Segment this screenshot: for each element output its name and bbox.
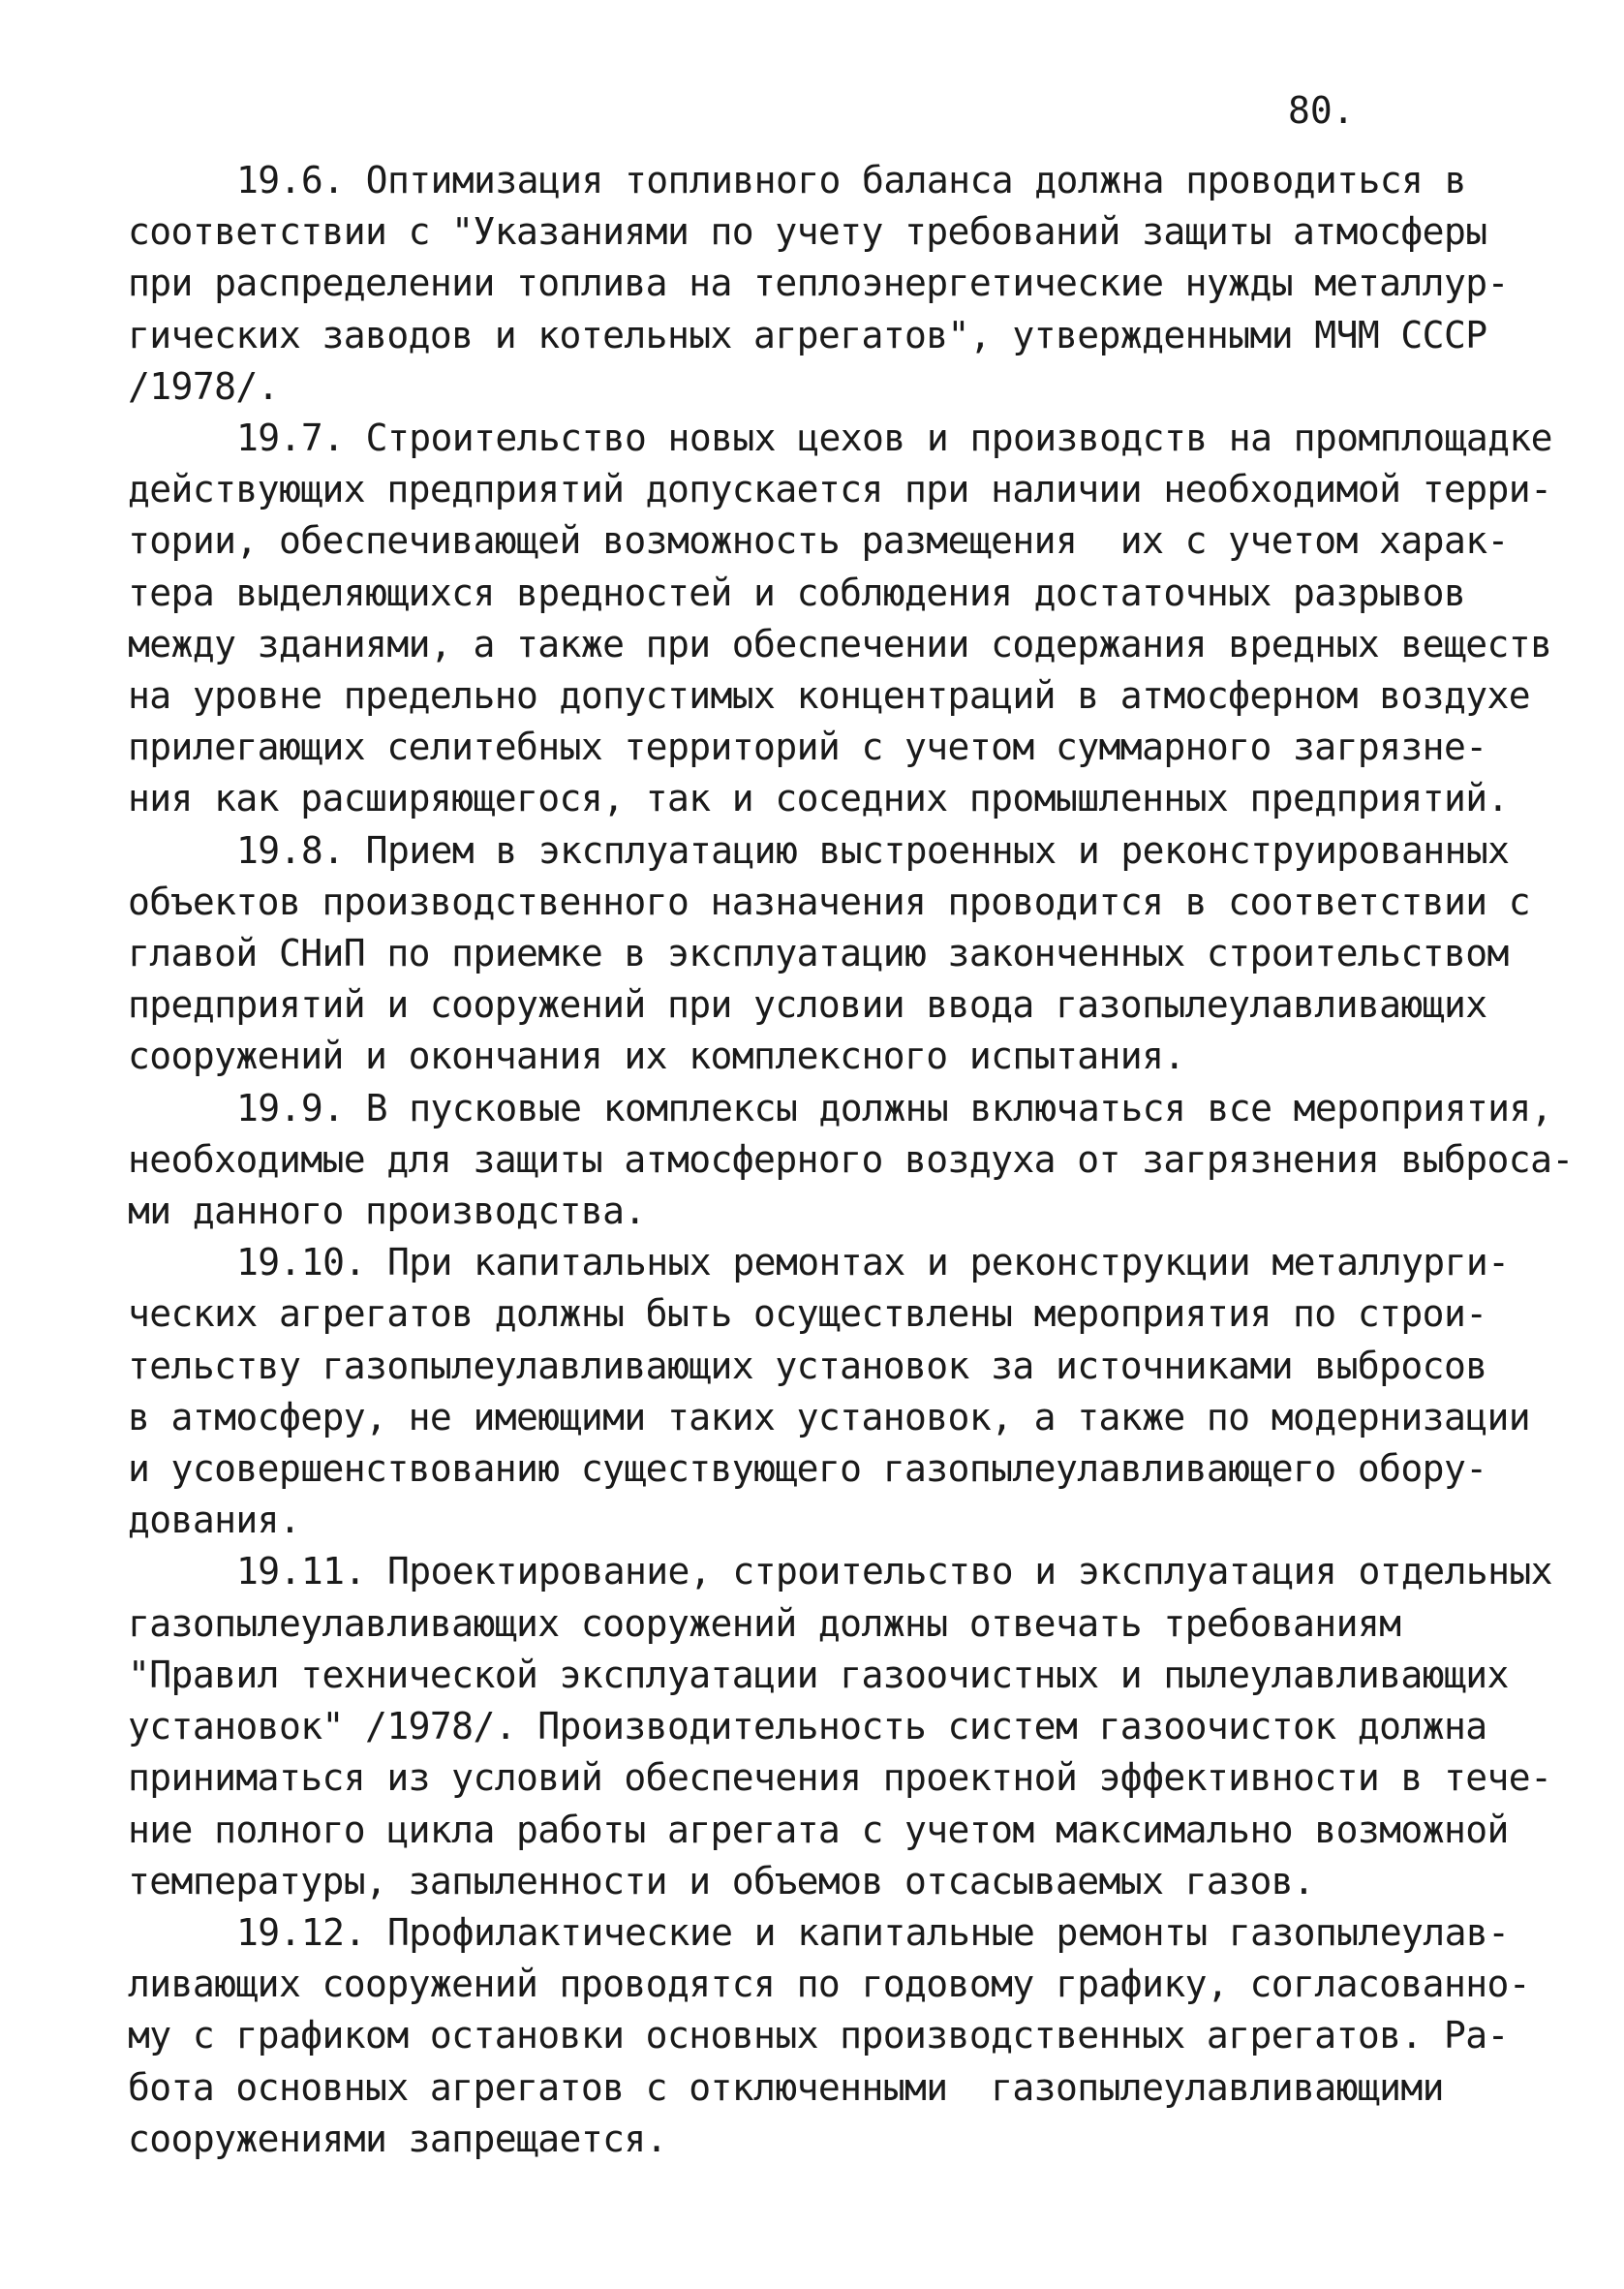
document-body xyxy=(128,155,1574,2165)
paragraph-19-11-line-2: газопылеулавливающих сооружений должны отвечать требованиям xyxy=(128,1601,1401,1645)
paragraph-19-9-line-3: ми данного производства. xyxy=(128,1190,646,1233)
paragraph-19-10-line-2: ческих агрегатов должны быть осуществлены мероприятия по строи- xyxy=(128,1292,1487,1336)
paragraph-19-12-line-5: сооружениями запрещается. xyxy=(128,2117,667,2160)
paragraph-19-8-line-5: сооружений и окончания их комплексного испытания. xyxy=(128,1035,1185,1078)
paragraph-19-8-line-1: 19.8. Прием в эксплуатацию выстроенных и реконструированных xyxy=(236,828,1510,872)
paragraph-19-8-line-4: предприятий и сооружений при условии ввода газопылеулавливающих xyxy=(128,983,1487,1027)
paragraph-19-11-line-6: ние полного цикла работы агрегата с учетом максимально возможной xyxy=(128,1808,1509,1851)
paragraph-19-7-line-2: действующих предприятий допускается при наличии необходимой терри- xyxy=(128,468,1552,511)
paragraph-19-8-line-3: главой СНиП по приемке в эксплуатацию законченных строительством xyxy=(128,932,1509,975)
paragraph-19-7-line-6: на уровне предельно допустимых концентраций в атмосферном воздухе xyxy=(128,674,1531,718)
paragraph-19-12-line-2: ливающих сооружений проводятся по годовому графику, согласованно- xyxy=(128,1963,1531,2006)
paragraph-19-9-line-2: необходимые для защиты атмосферного воздуха от загрязнения выброса- xyxy=(128,1137,1574,1181)
paragraph-19-9-line-1: 19.9. В пусковые комплексы должны включаться все мероприятия, xyxy=(236,1086,1552,1129)
paragraph-19-7-line-8: ния как расширяющегося, так и соседних промышленных предприятий. xyxy=(128,777,1509,820)
paragraph-19-6-line-2: соответствии с "Указаниями по учету требований защиты атмосферы xyxy=(128,210,1487,254)
paragraph-19-7-line-1: 19.7. Строительство новых цехов и производств на промплощадке xyxy=(236,417,1552,460)
paragraph-19-12-line-1: 19.12. Профилактические и капитальные ремонты газопылеулав- xyxy=(236,1910,1510,1954)
paragraph-19-7-line-5: между зданиями, а также при обеспечении содержания вредных веществ xyxy=(128,622,1552,665)
paragraph-19-7-line-7: прилегающих селитебных территорий с учетом суммарного загрязне- xyxy=(128,726,1487,769)
paragraph-19-11-line-3: "Правил технической эксплуатации газоочистных и пылеулавливающих xyxy=(128,1653,1509,1696)
paragraph-19-6-line-3: при распределении топлива на теплоэнергетические нужды металлур- xyxy=(128,262,1509,305)
paragraph-19-10-line-3: тельству газопылеулавливающих установок за источниками выбросов xyxy=(128,1344,1487,1387)
paragraph-19-6-line-4: гических заводов и котельных агрегатов", утвержденными МЧМ СССР xyxy=(128,313,1487,356)
paragraph-19-10-line-5: и усовершенствованию существующего газопылеулавливающего обору- xyxy=(128,1447,1487,1491)
paragraph-19-11-line-1: 19.11. Проектирование, строительство и эксплуатация отдельных xyxy=(236,1550,1552,1593)
paragraph-19-6-line-5: /1978/. xyxy=(128,364,279,408)
paragraph-19-12-line-4: бота основных агрегатов с отключенными газопылеулавливающими xyxy=(128,2065,1444,2109)
paragraph-19-8-line-2: объектов производственного назначения проводится в соответствии с xyxy=(128,880,1531,923)
page-number: 80. xyxy=(1288,89,1355,132)
paragraph-19-10-line-4: в атмосферу, не имеющими таких установок, а также по модернизации xyxy=(128,1395,1531,1438)
paragraph-19-10-line-6: дования. xyxy=(128,1499,301,1542)
paragraph-19-6-line-1: 19.6. Оптимизация топливного баланса должна проводиться в xyxy=(236,159,1466,201)
paragraph-19-11-line-5: приниматься из условий обеспечения проектной эффективности в тече- xyxy=(128,1756,1552,1800)
paragraph-19-7-line-3: тории, обеспечивающей возможность размещения их с учетом харак- xyxy=(128,519,1509,563)
paragraph-19-11-line-7: температуры, запыленности и объемов отсасываемых газов. xyxy=(128,1859,1315,1902)
paragraph-19-10-line-1: 19.10. При капитальных ремонтах и реконструкции металлурги- xyxy=(236,1241,1510,1284)
paragraph-19-11-line-4: установок" /1978/. Производительность систем газоочисток должна xyxy=(128,1705,1487,1748)
paragraph-19-7-line-4: тера выделяющихся вредностей и соблюдения достаточных разрывов xyxy=(128,571,1466,614)
paragraph-19-12-line-3: му с графиком остановки основных производственных агрегатов. Ра- xyxy=(128,2014,1509,2057)
